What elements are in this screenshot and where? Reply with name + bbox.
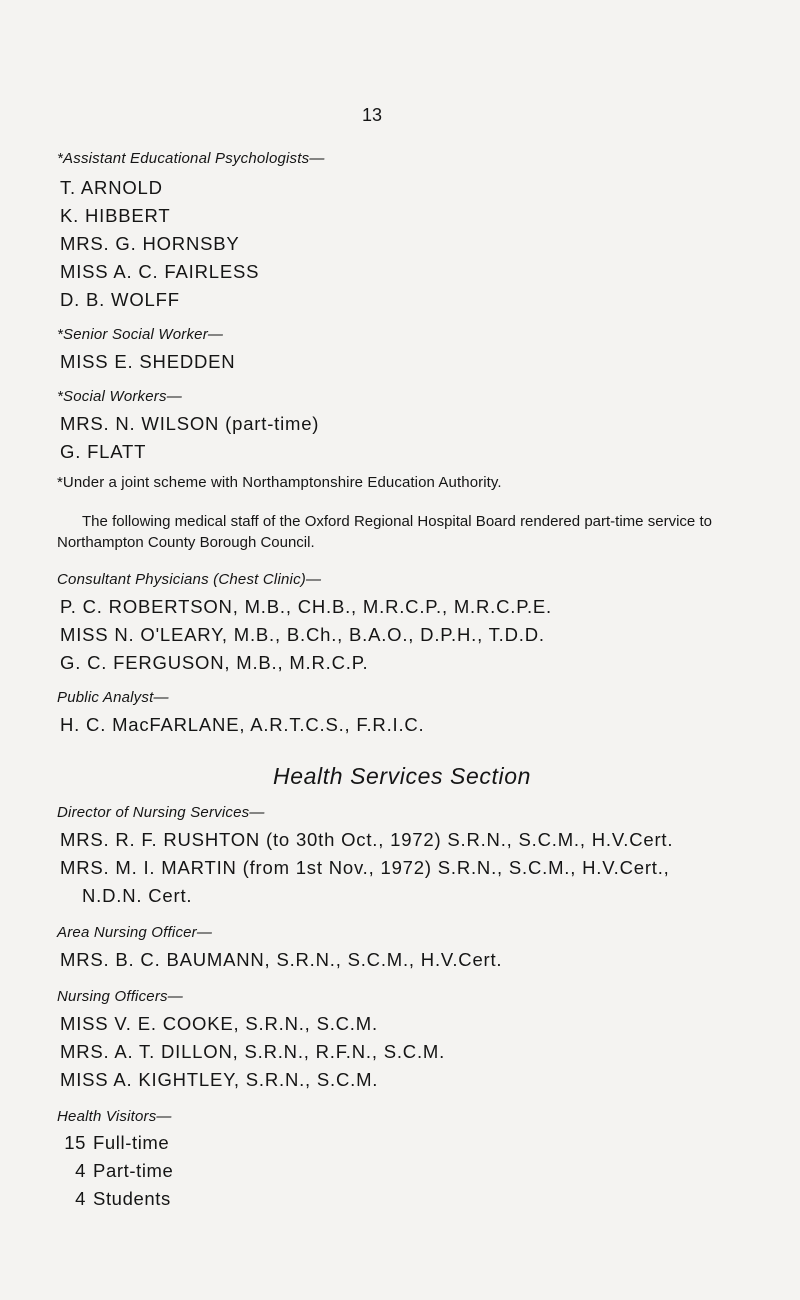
section-health-visitors bbox=[57, 1108, 747, 1213]
staff-name: P. C. ROBERTSON, M.B., CH.B., M.R.C.P., M.R.C.P.E. bbox=[60, 596, 552, 617]
section-social-workers bbox=[57, 388, 747, 466]
staff-name: MRS. N. WILSON (part-time) bbox=[60, 413, 320, 434]
staff-name: MRS. M. I. MARTIN (from 1st Nov., 1972) S.R.N., S.C.M., H.V.Cert., bbox=[60, 857, 670, 878]
visitor-count: 4 bbox=[75, 1188, 86, 1209]
visitor-row bbox=[57, 1129, 747, 1157]
visitor-type: Students bbox=[93, 1188, 171, 1209]
footnote: *Under a joint scheme with Northamptonshire Education Authority. bbox=[57, 474, 502, 491]
visitor-row bbox=[57, 1185, 747, 1213]
staff-name: MRS. R. F. RUSHTON (to 30th Oct., 1972) S.R.N., S.C.M., H.V.Cert. bbox=[60, 829, 674, 850]
section-area-nursing-officer bbox=[57, 924, 747, 974]
visitor-count: 4 bbox=[75, 1160, 86, 1181]
staff-name: MRS. B. C. BAUMANN, S.R.N., S.C.M., H.V.Cert. bbox=[60, 949, 503, 970]
staff-name: MISS N. O'LEARY, M.B., B.Ch., B.A.O., D.P.H., T.D.D. bbox=[60, 624, 545, 645]
section-senior-social-worker bbox=[57, 326, 747, 376]
visitor-type: Full-time bbox=[93, 1132, 170, 1153]
staff-name: H. C. MacFARLANE, A.R.T.C.S., F.R.I.C. bbox=[60, 714, 425, 735]
staff-name: MISS E. SHEDDEN bbox=[60, 351, 236, 372]
staff-name: MRS. A. T. DILLON, S.R.N., R.F.N., S.C.M. bbox=[60, 1041, 446, 1062]
section-label: *Social Workers— bbox=[57, 388, 182, 405]
staff-name: G. C. FERGUSON, M.B., M.R.C.P. bbox=[60, 652, 369, 673]
section-label: Health Visitors— bbox=[57, 1108, 172, 1125]
visitor-count: 15 bbox=[64, 1132, 86, 1153]
section-director-nursing bbox=[57, 804, 747, 910]
section-consultant-physicians bbox=[57, 571, 747, 677]
section-label: Public Analyst— bbox=[57, 689, 169, 706]
section-label: *Senior Social Worker— bbox=[57, 326, 224, 343]
page-content bbox=[57, 150, 747, 1213]
staff-name: MISS A. C. FAIRLESS bbox=[60, 261, 260, 282]
visitor-row bbox=[57, 1157, 747, 1185]
staff-name: MRS. G. HORNSBY bbox=[60, 233, 240, 254]
section-label: *Assistant Educational Psychologists— bbox=[57, 150, 325, 167]
staff-name: K. HIBBERT bbox=[60, 205, 171, 226]
page-number: 13 bbox=[362, 105, 383, 125]
staff-name: T. ARNOLD bbox=[60, 177, 163, 198]
staff-name: G. FLATT bbox=[60, 441, 147, 462]
section-heading: Health Services Section bbox=[273, 763, 531, 789]
visitor-type: Part-time bbox=[93, 1160, 174, 1181]
staff-name: MISS V. E. COOKE, S.R.N., S.C.M. bbox=[60, 1013, 378, 1034]
staff-name: MISS A. KIGHTLEY, S.R.N., S.C.M. bbox=[60, 1069, 379, 1090]
section-label: Area Nursing Officer— bbox=[57, 924, 213, 941]
intro-paragraph: The following medical staff of the Oxford Regional Hospital Board rendered part-time service to Northampton County Borough Council. bbox=[57, 513, 712, 551]
section-nursing-officers bbox=[57, 988, 747, 1094]
staff-name-continued: N.D.N. Cert. bbox=[82, 885, 193, 906]
section-assistant-educational-psychologists bbox=[57, 150, 747, 314]
staff-name: D. B. WOLFF bbox=[60, 289, 180, 310]
section-label: Director of Nursing Services— bbox=[57, 804, 265, 821]
section-label: Nursing Officers— bbox=[57, 988, 183, 1005]
section-label: Consultant Physicians (Chest Clinic)— bbox=[57, 571, 322, 588]
section-public-analyst bbox=[57, 689, 747, 739]
